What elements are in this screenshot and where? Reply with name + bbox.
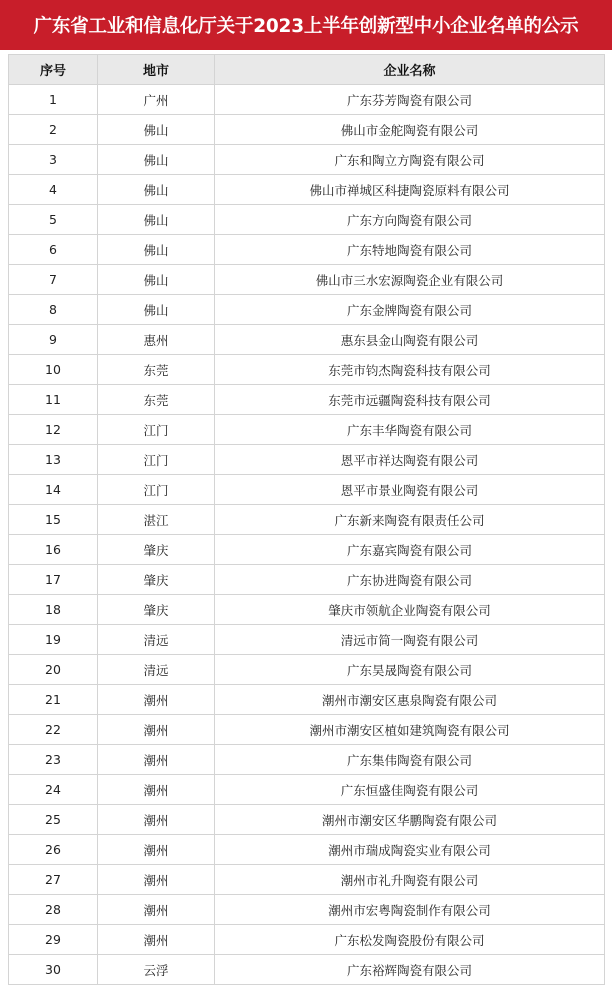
table-row: [9, 445, 605, 475]
cell-serial-number: 15: [9, 505, 98, 535]
cell-company-name: 广东芬芳陶瓷有限公司: [215, 85, 605, 115]
cell-company-name: 广东嘉宾陶瓷有限公司: [215, 535, 605, 565]
cell-city: 佛山: [98, 295, 215, 325]
table-row: [9, 325, 605, 355]
cell-company-name: 广东金牌陶瓷有限公司: [215, 295, 605, 325]
cell-city: 潮州: [98, 775, 215, 805]
cell-city: 潮州: [98, 805, 215, 835]
header-serial-number: 序号: [9, 55, 98, 85]
cell-city: 湛江: [98, 505, 215, 535]
cell-city: 惠州: [98, 325, 215, 355]
cell-serial-number: 25: [9, 805, 98, 835]
table-row: [9, 925, 605, 955]
cell-serial-number: 2: [9, 115, 98, 145]
table-row: [9, 835, 605, 865]
table-row: [9, 715, 605, 745]
cell-city: 东莞: [98, 385, 215, 415]
cell-company-name: 潮州市潮安区植如建筑陶瓷有限公司: [215, 715, 605, 745]
cell-company-name: 东莞市远疆陶瓷科技有限公司: [215, 385, 605, 415]
cell-company-name: 佛山市禅城区科捷陶瓷原料有限公司: [215, 175, 605, 205]
cell-serial-number: 1: [9, 85, 98, 115]
cell-city: 清远: [98, 655, 215, 685]
table-row: [9, 655, 605, 685]
table-row: [9, 175, 605, 205]
cell-company-name: 恩平市祥达陶瓷有限公司: [215, 445, 605, 475]
cell-serial-number: 7: [9, 265, 98, 295]
cell-city: 潮州: [98, 865, 215, 895]
cell-company-name: 广东集伟陶瓷有限公司: [215, 745, 605, 775]
table-row: [9, 385, 605, 415]
cell-company-name: 广东丰华陶瓷有限公司: [215, 415, 605, 445]
cell-city: 清远: [98, 625, 215, 655]
cell-company-name: 广东方向陶瓷有限公司: [215, 205, 605, 235]
cell-company-name: 潮州市瑞成陶瓷实业有限公司: [215, 835, 605, 865]
cell-serial-number: 21: [9, 685, 98, 715]
table-header-row: [9, 55, 605, 85]
cell-serial-number: 29: [9, 925, 98, 955]
cell-city: 佛山: [98, 235, 215, 265]
cell-company-name: 广东裕辉陶瓷有限公司: [215, 955, 605, 985]
table-body: [9, 85, 605, 985]
cell-serial-number: 10: [9, 355, 98, 385]
cell-company-name: 惠东县金山陶瓷有限公司: [215, 325, 605, 355]
cell-company-name: 广东特地陶瓷有限公司: [215, 235, 605, 265]
cell-city: 肇庆: [98, 535, 215, 565]
cell-serial-number: 19: [9, 625, 98, 655]
cell-serial-number: 28: [9, 895, 98, 925]
cell-city: 东莞: [98, 355, 215, 385]
cell-city: 肇庆: [98, 595, 215, 625]
cell-city: 肇庆: [98, 565, 215, 595]
table-row: [9, 625, 605, 655]
cell-company-name: 广东松发陶瓷股份有限公司: [215, 925, 605, 955]
cell-serial-number: 22: [9, 715, 98, 745]
cell-company-name: 恩平市景业陶瓷有限公司: [215, 475, 605, 505]
cell-city: 云浮: [98, 955, 215, 985]
cell-company-name: 广东昊晟陶瓷有限公司: [215, 655, 605, 685]
cell-city: 佛山: [98, 205, 215, 235]
table-row: [9, 895, 605, 925]
cell-serial-number: 6: [9, 235, 98, 265]
cell-city: 潮州: [98, 835, 215, 865]
cell-serial-number: 17: [9, 565, 98, 595]
cell-serial-number: 13: [9, 445, 98, 475]
table-row: [9, 685, 605, 715]
cell-company-name: 肇庆市领航企业陶瓷有限公司: [215, 595, 605, 625]
table-row: [9, 235, 605, 265]
cell-company-name: 广东恒盛佳陶瓷有限公司: [215, 775, 605, 805]
table-row: [9, 595, 605, 625]
cell-serial-number: 23: [9, 745, 98, 775]
cell-city: 潮州: [98, 895, 215, 925]
header-city: 地市: [98, 55, 215, 85]
cell-serial-number: 24: [9, 775, 98, 805]
cell-serial-number: 3: [9, 145, 98, 175]
table-row: [9, 415, 605, 445]
table-row: [9, 115, 605, 145]
table-row: [9, 205, 605, 235]
cell-company-name: 潮州市宏粤陶瓷制作有限公司: [215, 895, 605, 925]
cell-city: 佛山: [98, 145, 215, 175]
cell-city: 江门: [98, 445, 215, 475]
cell-city: 潮州: [98, 925, 215, 955]
cell-company-name: 佛山市金舵陶瓷有限公司: [215, 115, 605, 145]
cell-city: 佛山: [98, 175, 215, 205]
enterprise-table: [8, 54, 605, 985]
cell-company-name: 东莞市钧杰陶瓷科技有限公司: [215, 355, 605, 385]
table-row: [9, 955, 605, 985]
cell-serial-number: 20: [9, 655, 98, 685]
header-company-name: 企业名称: [215, 55, 605, 85]
table-row: [9, 295, 605, 325]
table-row: [9, 475, 605, 505]
cell-city: 潮州: [98, 715, 215, 745]
table-row: [9, 505, 605, 535]
cell-city: 潮州: [98, 745, 215, 775]
cell-serial-number: 4: [9, 175, 98, 205]
cell-company-name: 广东协进陶瓷有限公司: [215, 565, 605, 595]
cell-company-name: 广东和陶立方陶瓷有限公司: [215, 145, 605, 175]
cell-company-name: 广东新来陶瓷有限责任公司: [215, 505, 605, 535]
cell-city: 广州: [98, 85, 215, 115]
cell-serial-number: 16: [9, 535, 98, 565]
table-row: [9, 775, 605, 805]
table-row: [9, 145, 605, 175]
cell-serial-number: 18: [9, 595, 98, 625]
table-row: [9, 355, 605, 385]
cell-company-name: 潮州市潮安区华鹏陶瓷有限公司: [215, 805, 605, 835]
table-row: [9, 535, 605, 565]
cell-serial-number: 14: [9, 475, 98, 505]
table-row: [9, 805, 605, 835]
table-row: [9, 745, 605, 775]
cell-serial-number: 27: [9, 865, 98, 895]
cell-company-name: 清远市简一陶瓷有限公司: [215, 625, 605, 655]
cell-city: 江门: [98, 475, 215, 505]
cell-city: 江门: [98, 415, 215, 445]
cell-serial-number: 30: [9, 955, 98, 985]
cell-serial-number: 5: [9, 205, 98, 235]
table-row: [9, 565, 605, 595]
table-row: [9, 85, 605, 115]
page-title: 广东省工业和信息化厅关于2023上半年创新型中小企业名单的公示: [0, 0, 612, 50]
cell-city: 佛山: [98, 265, 215, 295]
cell-city: 佛山: [98, 115, 215, 145]
cell-serial-number: 26: [9, 835, 98, 865]
cell-serial-number: 9: [9, 325, 98, 355]
table-row: [9, 865, 605, 895]
cell-company-name: 潮州市礼升陶瓷有限公司: [215, 865, 605, 895]
cell-serial-number: 12: [9, 415, 98, 445]
cell-company-name: 佛山市三水宏源陶瓷企业有限公司: [215, 265, 605, 295]
cell-serial-number: 11: [9, 385, 98, 415]
cell-city: 潮州: [98, 685, 215, 715]
table-row: [9, 265, 605, 295]
cell-serial-number: 8: [9, 295, 98, 325]
cell-company-name: 潮州市潮安区惠泉陶瓷有限公司: [215, 685, 605, 715]
